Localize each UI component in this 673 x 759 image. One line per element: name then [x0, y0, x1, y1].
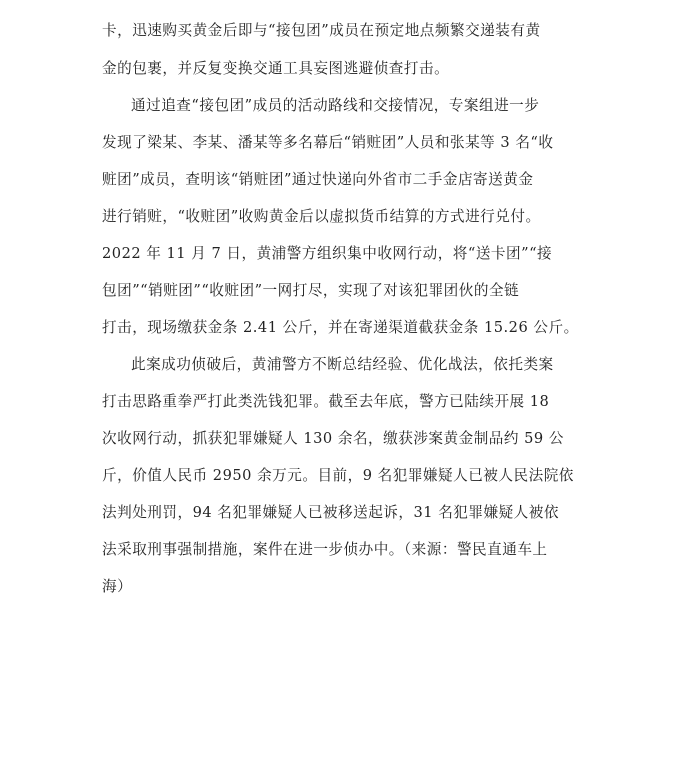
- p1-line-1: 卡，迅速购买黄金后即与“接包团”成员在预定地点频繁交递装有黄: [102, 22, 541, 39]
- p2-line-2: 发现了梁某、李某、潘某等多名幕后“销赃团”人员和张某等 3 名“收: [102, 134, 554, 151]
- p2-line-5: 2022 年 11 月 7 日，黄浦警方组织集中收网行动，将“送卡团”“接: [102, 245, 553, 262]
- p2-line-7: 打击，现场缴获金条 2.41 公斤，并在寄递渠道截获金条 15.26 公斤。: [102, 319, 579, 336]
- p3-line-7: 海）: [102, 578, 133, 595]
- p1-line-2: 金的包裹，并反复变换交通工具妄图逃避侦查打击。: [102, 60, 450, 77]
- p3-line-3: 次收网行动，抓获犯罪嫌疑人 130 余名，缴获涉案黄金制品约 59 公: [102, 430, 564, 447]
- p3-line-6: 法采取刑事强制措施，案件在进一步侦办中。（来源：警民直通车上: [102, 541, 548, 558]
- p2-line-6: 包团”“销赃团”“收赃团”一网打尽，实现了对该犯罪团伙的全链: [102, 282, 520, 299]
- p2-line-1: 通过追查“接包团”成员的活动路线和交接情况，专案组进一步: [131, 97, 540, 114]
- p2-line-4: 进行销赃，“收赃团”收购黄金后以虚拟货币结算的方式进行兑付。: [102, 208, 541, 225]
- p3-line-2: 打击思路重拳严打此类洗钱犯罪。截至去年底，警方已陆续开展 18: [102, 393, 550, 410]
- p3-line-5: 法判处刑罚，94 名犯罪嫌疑人已被移送起诉，31 名犯罪嫌疑人被依: [102, 504, 559, 521]
- p3-line-4: 斤，价值人民币 2950 余万元。目前，9 名犯罪嫌疑人已被人民法院依: [102, 467, 574, 484]
- p3-line-1: 此案成功侦破后，黄浦警方不断总结经验、优化战法，依托类案: [131, 356, 554, 373]
- p2-line-3: 赃团”成员，查明该“销赃团”通过快递向外省市二手金店寄送黄金: [102, 171, 534, 188]
